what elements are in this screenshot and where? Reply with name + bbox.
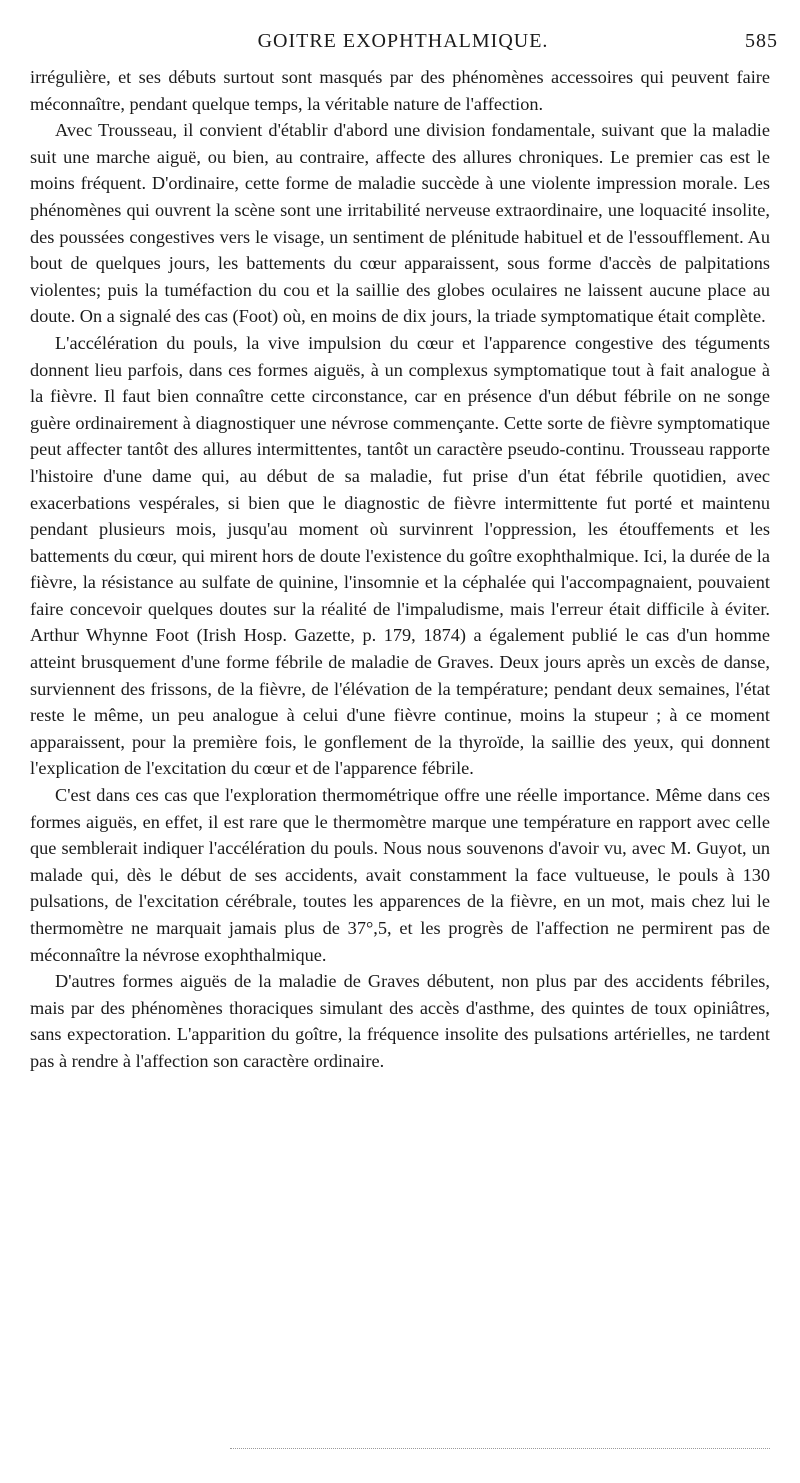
running-title: GOITRE EXOPHTHALMIQUE.: [257, 30, 549, 52]
paragraph-thermometry: C'est dans ces cas que l'exploration thermométrique offre une réelle importance. Même dans ces formes aiguës, en effet, il est rare que le thermomètre marque une température en rapport avec celle que semblerait indiquer l'accélération du pouls. Nous nous souvenons d'avoir vu, avec M. Guyot, un malade qui, dès le début de ses accidents, avait constamment la face vultueuse, le pouls à 130 pulsations, de l'excitation cérébrale, toutes les apparences de la fièvre, en un mot, mais chez lui le thermomètre ne marquait jamais plus de 37°,5, et les progrès de l'affection ne permirent pas de méconnaître la névrose exophthalmique.: [30, 785, 770, 965]
paragraph-continuation: irrégulière, et ses débuts surtout sont masqués par des phénomènes accessoires qui peuvent faire méconnaître, pendant quelque temps, la véritable nature de l'affection.: [30, 67, 770, 114]
paragraph-acute-form: Avec Trousseau, il convient d'établir d'abord une division fondamentale, suivant que la maladie suit une marche aiguë, ou bien, au contraire, affecte des allures chroniques. Le premier cas est le moins fréquent. D'ordinaire, cette forme de maladie succède à une violente impression morale. Les phénomènes qui ouvrent la scène sont une irritabilité nerveuse extraordinaire, une loquacité insolite, des poussées congestives vers le visage, un sentiment de plénitude habituel et de l'essoufflement. Au bout de quelques jours, les battements du cœur apparaissent, sous forme d'accès de palpitations violentes; puis la tuméfaction du cou et la saillie des globes oculaires ne laissent aucune place au doute. On a signalé des cas (Foot) où, en moins de dix jours, la triade symptomatique était complète.: [30, 120, 770, 327]
body-text: [30, 64, 770, 1075]
page-number: 585: [745, 30, 778, 52]
footer-dotted-rule: [230, 1448, 770, 1449]
paragraph-fever: L'accélération du pouls, la vive impulsion du cœur et l'apparence congestive des téguments donnent lieu parfois, dans ces formes aiguës, à un complexus symptomatique tout à fait analogue à la fièvre. Il faut bien connaître cette circonstance, car en présence d'un début fébrile on ne songe guère ordinairement à diagnostiquer une névrose commençante. Cette sorte de fièvre symptomatique peut affecter tantôt des allures intermittentes, tantôt un caractère pseudo-continu. Trousseau rapporte l'histoire d'une dame qui, au début de sa maladie, fut prise d'un état fébrile quotidien, avec exacerbations vespérales, si bien que le diagnostic de fièvre intermittente fut porté et maintenu pendant plusieurs mois, jusqu'au moment où survinrent l'oppression, les étouffements et les battements du cœur, qui mirent hors de doute l'existence du goître exophthalmique. Ici, la durée de la fièvre, la résistance au sulfate de quinine, l'insomnie et la céphalée qui l'accompagnaient, pouvaient faire concevoir quelques doutes sur la réalité de l'impaludisme, mais l'erreur était difficile à éviter. Arthur Whynne Foot (Irish Hosp. Gazette, p. 179, 1874) a également publié le cas d'un homme atteint brusquement d'une forme fébrile de maladie de Graves. Deux jours après un excès de danse, surviennent des frissons, de la fièvre, de l'élévation de la température; pendant deux semaines, l'état reste le même, un peu analogue à celui d'une fièvre continue, moins la stupeur ; à ce moment apparaissent, pour la première fois, le gonflement de la thyroïde, la saillie des yeux, qui donnent l'explication de l'excitation du cœur et de l'apparence fébrile.: [30, 332, 770, 779]
paragraph-thoracic: D'autres formes aiguës de la maladie de Graves débutent, non plus par des accidents fébriles, mais par des phénomènes thoraciques simulant des accès d'asthme, des quintes de toux opiniâtres, sans expectoration. L'apparition du goître, la fréquence insolite des pulsations artérielles, ne tardent pas à rendre à l'affection son caractère ordinaire.: [30, 971, 770, 1071]
page-header: [28, 30, 778, 58]
